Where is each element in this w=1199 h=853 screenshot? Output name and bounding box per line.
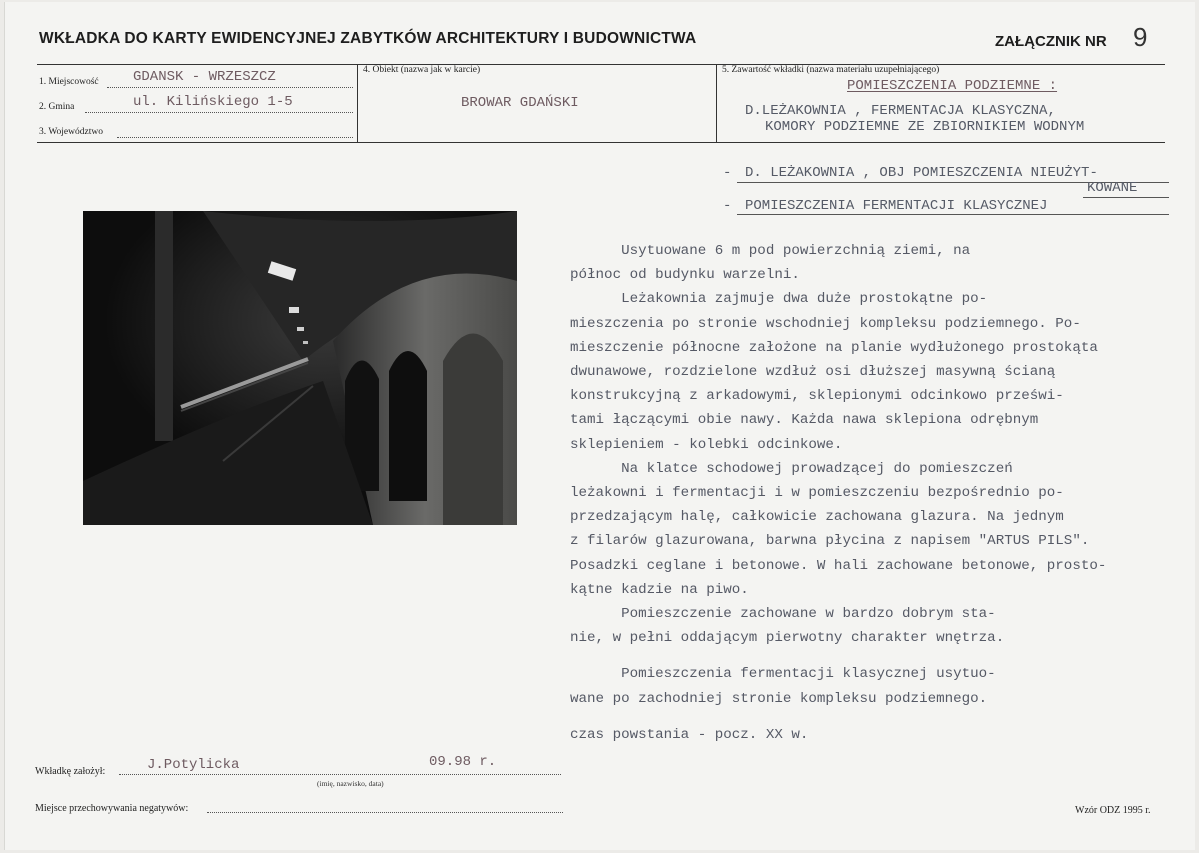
document-page: [4, 2, 1195, 850]
author-caption: (imię, nazwisko, data): [317, 779, 384, 788]
form-divider-1: [357, 64, 358, 142]
body-line: mieszczenie północne założone na planie wydłużonego prostokąta: [570, 339, 1098, 356]
body-line: północ od budynku warzelni.: [570, 267, 800, 284]
body-line: Na klatce schodowej prowadzącej do pomieszczeń: [570, 460, 1013, 477]
body-line: kątne kadzie na piwo.: [570, 581, 749, 598]
form-top-rule: [37, 64, 1165, 65]
body-line: Pomieszczenia fermentacji klasycznej usytuo-: [570, 666, 996, 683]
field-voivodeship-label: 3. Województwo: [39, 127, 103, 137]
section-heading-1b-rule: [1083, 197, 1169, 198]
body-line: Pomieszczenie zachowane w bardzo dobrym sta-: [570, 606, 996, 623]
body-line: z filarów glazurowana, barwna płycina z napisem "ARTUS PILS".: [570, 533, 1090, 550]
form-divider-2: [716, 64, 717, 142]
field-object-label: 4. Obiekt (nazwa jak w karcie): [363, 65, 481, 75]
author-label: Wkładkę założył:: [35, 766, 106, 777]
body-line: [570, 711, 1199, 723]
form-bottom-rule: [37, 142, 1165, 143]
negatives-label: Miejsce przechowywania negatywów:: [35, 803, 189, 814]
body-line: Usytuowane 6 m pod powierzchnią ziemi, na: [570, 243, 971, 259]
body-line: przedzającym halę, całkowicie zachowana glazura. Na jednym: [570, 509, 1064, 526]
field-content-line1: POMIESZCZENIA PODZIEMNE :: [847, 78, 1058, 94]
section-dash-2: -: [723, 198, 732, 214]
field-object-value: BROWAR GDAŃSKI: [461, 95, 579, 111]
negatives-dots: [207, 812, 563, 813]
field-content-label: 5. Zawartość wkładki (nazwa materiału uzupełniającego): [722, 65, 940, 75]
body-line: Leżakownia zajmuje dwa duże prostokątne po-: [570, 291, 988, 308]
section-heading-1: D. LEŻAKOWNIA , OBJ POMIESZCZENIA NIEUŻYT-: [745, 165, 1098, 181]
body-line: sklepieniem - kolebki odcinkowe.: [570, 436, 843, 453]
body-line: nie, w pełni oddającym pierwotny charakter wnętrza.: [570, 630, 1005, 647]
body-line: konstrukcyjną z arkadowymi, sklepionymi odcinkowo prześwi-: [570, 388, 1064, 405]
body-line: Posadzki ceglane i betonowe. W hali zachowane betonowe, prosto-: [570, 557, 1107, 574]
author-date: 09.98 r.: [429, 754, 497, 770]
annex-label: ZAŁĄCZNIK NR: [995, 33, 1107, 50]
template-label: Wzór ODZ 1995 r.: [1075, 805, 1151, 816]
body-line: leżakowni i fermentacji i w pomieszczeniu bezpośrednio po-: [570, 485, 1064, 502]
body-line: czas powstania - pocz. XX w.: [570, 726, 809, 743]
annex-number: 9: [1133, 22, 1148, 52]
body-line: wane po zachodniej stronie kompleksu podziemnego.: [570, 690, 988, 707]
field-commune-value: ul. Kilińskiego 1-5: [133, 94, 293, 110]
field-commune-label: 2. Gmina: [39, 102, 75, 112]
field-locality-value: GDANSK - WRZESZCZ: [133, 69, 276, 85]
body-line: dwunawowe, rozdzielone wzdłuż osi dłuższej masywną ścianą: [570, 364, 1056, 381]
document-title: WKŁADKA DO KARTY EWIDENCYJNEJ ZABYTKÓW ARCHITEKTURY I BUDOWNICTWA: [39, 30, 697, 47]
section-heading-1b: KOWANE: [1087, 180, 1138, 196]
field-content-line2: D.LEŻAKOWNIA , FERMENTACJA KLASYCZNA,: [745, 103, 1056, 119]
field-voivodeship-dots: [117, 137, 353, 138]
underground-corridor-photo: [83, 211, 517, 525]
field-content-line3: KOMORY PODZIEMNE ZE ZBIORNIKIEM WODNYM: [765, 119, 1085, 135]
body-line: tami łączącymi obie nawy. Każda nawa sklepiona odrębnym: [570, 412, 1039, 429]
body-line: [570, 650, 1199, 662]
author-dots: [119, 774, 561, 775]
section-heading-2-rule: [737, 214, 1169, 215]
field-locality-label: 1. Miejscowość: [39, 77, 99, 87]
field-locality-dots: [107, 87, 353, 88]
section-dash-1: -: [723, 165, 732, 181]
description-text: [570, 239, 1199, 747]
section-heading-2: POMIESZCZENIA FERMENTACJI KLASYCZNEJ: [745, 198, 1048, 214]
body-line: mieszczenia po stronie wschodniej kompleksu podziemnego. Po-: [570, 315, 1081, 332]
author-value: J.Potylicka: [147, 757, 240, 773]
field-commune-dots: [85, 112, 353, 113]
